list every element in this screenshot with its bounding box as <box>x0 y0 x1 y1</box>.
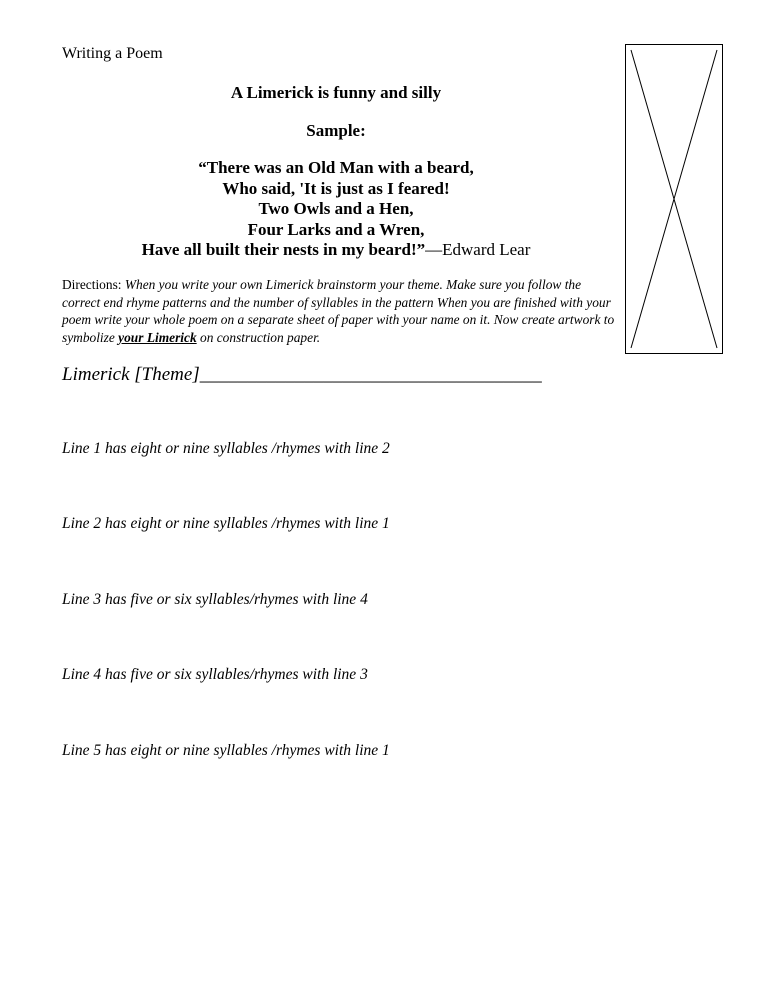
poem-line: “There was an Old Man with a beard, <box>198 158 474 177</box>
poem-line: Four Larks and a Wren, <box>247 219 425 239</box>
theme-blank: ____________________________________ <box>199 364 542 385</box>
poem-author: —Edward Lear <box>425 240 531 259</box>
limerick-heading: A Limerick is funny and silly <box>230 83 442 102</box>
poem-line: Have all built their nests in my beard!” <box>141 240 426 259</box>
sample-label: Sample: <box>306 121 366 140</box>
syllable-rule: Line 1 has eight or nine syllables /rhymes with line 2 <box>62 440 390 457</box>
theme-line <box>62 364 542 386</box>
theme-label: Limerick [Theme] <box>62 364 200 385</box>
sample-poem <box>62 158 610 261</box>
syllable-rule: Line 2 has eight or nine syllables /rhymes with line 1 <box>62 515 390 532</box>
poem-line: Two Owls and a Hen, <box>258 199 414 218</box>
image-placeholder-icon <box>625 44 723 354</box>
directions-tail: on construction paper. <box>196 329 321 345</box>
poem-line: Who said, 'It is just as I feared! <box>222 178 450 198</box>
syllable-rule: Line 5 has eight or nine syllables /rhymes with line 1 <box>62 742 390 759</box>
syllable-rule: Line 3 has five or six syllables/rhymes with line 4 <box>62 591 368 608</box>
document-title: Writing a Poem <box>62 45 163 62</box>
directions-label: Directions: <box>62 277 122 292</box>
directions-paragraph <box>62 276 620 346</box>
syllable-rule: Line 4 has five or six syllables/rhymes with line 3 <box>62 666 368 683</box>
directions-emphasis: your Limerick <box>118 329 197 345</box>
poem-line-last <box>62 240 610 261</box>
directions-text: When you write your own Limerick brainstorm your theme. Make sure you follow the correct end rhyme patterns and the number of syllables in the pattern When you are finished with your poem write your whole poem on a separate sheet of paper with your name on it. Now create artwork to symbolize <box>62 277 615 345</box>
